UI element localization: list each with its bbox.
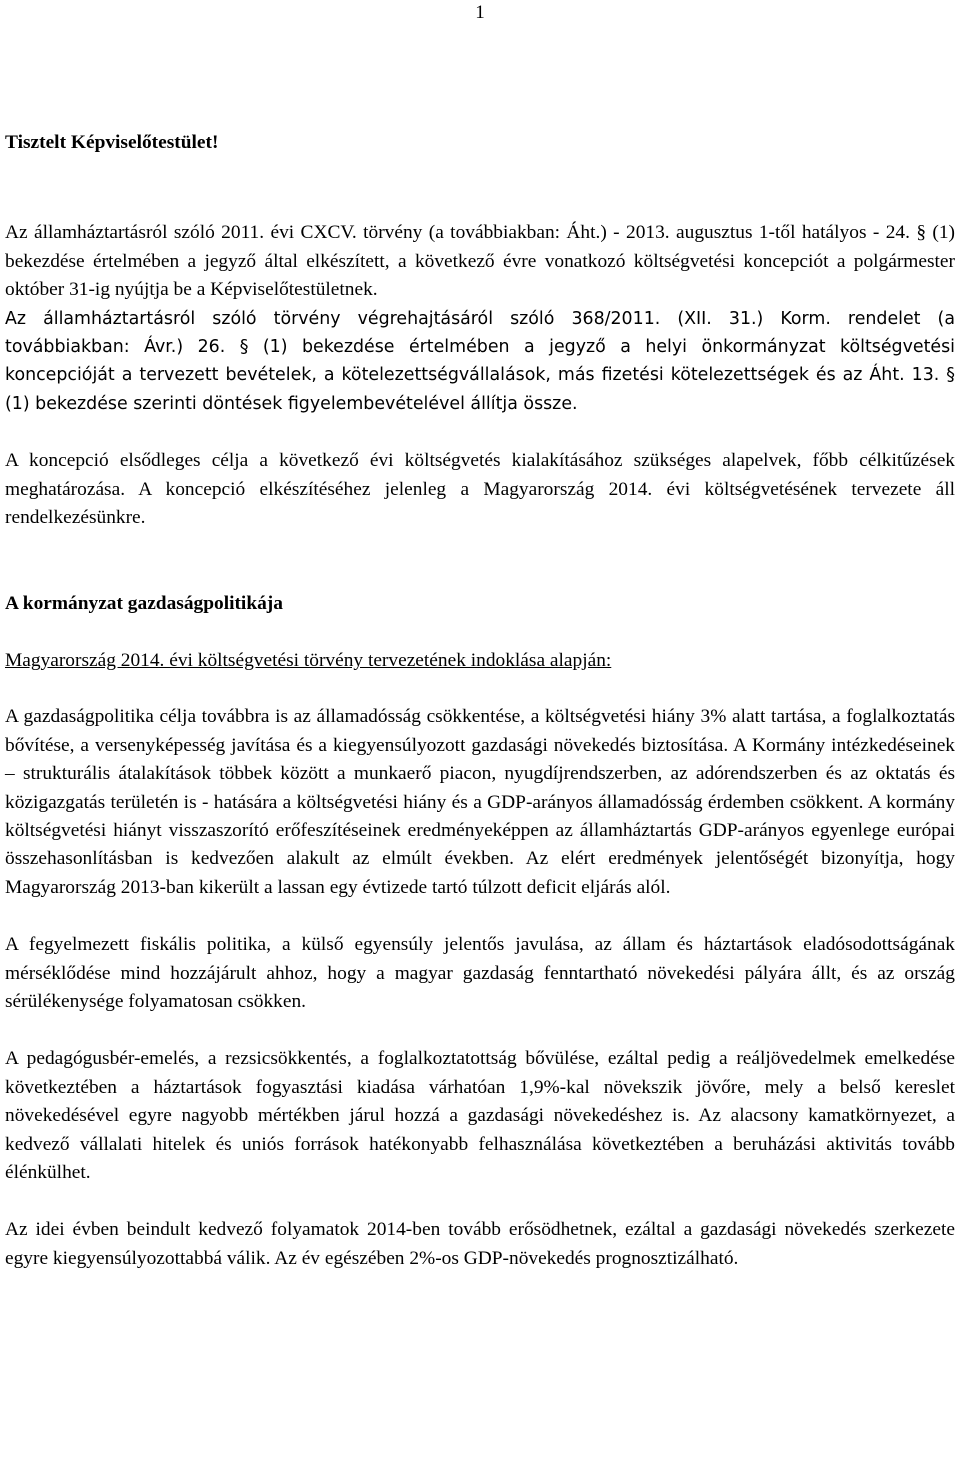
paragraph-fiscal-policy: A fegyelmezett fiskális politika, a külső egyensúly jelentős javulása, az állam és háztartások eladósodottságának mérséklődése mind hozzájárult ahhoz, hogy a magyar gazdaság fenntartható növekedési pályára állt, és az ország sérülékenysége folyamatosan csökken. <box>5 934 955 1012</box>
salutation: Tisztelt Képviselőtestület! <box>5 132 219 153</box>
document-body <box>5 129 955 1273</box>
paragraph-gdp-forecast: Az idei évben beindult kedvező folyamatok 2014-ben tovább erősödhetnek, ezáltal a gazdasági növekedés szerkezete egyre kiegyensúlyozottabbá válik. Az év egészében 2%-os GDP-növekedés prognosztizálható. <box>5 1219 955 1269</box>
goal-paragraph: A koncepció elsődleges célja a következő évi költségvetés kialakításához szükséges alapelvek, főbb célkitűzések meghatározása. A koncepció elkészítéséhez jelenleg a Magyarország 2014. évi költségvetésének tervezete áll rendelkezésünkre. <box>5 450 955 529</box>
paragraph-economic-policy: A gazdaságpolitika célja továbbra is az államadósság csökkentése, a költségvetési hiány 3% alatt tartása, a foglalkoztatás bővítése, a versenyképesség javítása és a kiegyensúlyozott gazdasági növekedés biztosítása. A Kormány intézkedéseinek – strukturális átalakítások többek között a munkaerő piacon, nyugdíjrendszerben, az adórendszerben és az oktatás és közigazgatás területén is - hatására a költségvetési hiány és a GDP-arányos államadósság érdemben csökkent. A kormány költségvetési hiányt visszaszorító erőfeszítéseinek eredményeképpen az államháztartás GDP-arányos egyenlege európai összehasonlításban is kedvezően alakult az elmúlt években. Az elért eredmények jelentőségét bizonyítja, hogy Magyarország 2013-ban kikerült a lassan egy évtizede tartó túlzott deficit eljárás alól. <box>5 706 955 898</box>
subheading: Magyarország 2014. évi költségvetési törvény tervezetének indoklása alapján: <box>5 649 612 671</box>
avr-paragraph: Az államháztartásról szóló törvény végrehajtásáról szóló 368/2011. (XII. 31.) Korm. rendelet (a továbbiakban: Ávr.) 26. § (1) bekezdése értelmében a jegyző a helyi önkormányzat költségvetési koncepcióját a tervezett bevételek, a kötelezettségvállalások, más fizetési kötelezettségek és az Áht. 13. § (1) bekezdése szerinti döntések figyelembevételével állítja össze. <box>5 308 955 414</box>
paragraph-household-consumption: A pedagógusbér-emelés, a rezsicsökkentés, a foglalkoztatottság bővülése, ezáltal pedig a reáljövedelmek emelkedése következtében a háztartások fogyasztási kiadása várhatóan 1,9%-kal növekszik jövőre, mely a belső kereslet növekedésével egyre nagyobb mértékben járul hozzá a gazdasági növekedéshez is. Az alacsony kamatkörnyezet, a kedvező vállalati hitelek és uniós források hatékonyabb felhasználása következtében a beruházási aktivitás tovább élénkülhet. <box>5 1048 955 1183</box>
page-number: 1 <box>475 2 485 23</box>
intro-paragraph: Az államháztartásról szóló 2011. évi CXCV. törvény (a továbbiakban: Áht.) - 2013. augusztus 1-től hatályos - 24. § (1) bekezdése értelmében a jegyző által elkészített, a következő évre vonatkozó költségvetési koncepciót a polgármester október 31-ig nyújtja be a Képviselőtestületnek. <box>5 222 955 301</box>
section-heading: A kormányzat gazdaságpolitikája <box>5 593 283 615</box>
